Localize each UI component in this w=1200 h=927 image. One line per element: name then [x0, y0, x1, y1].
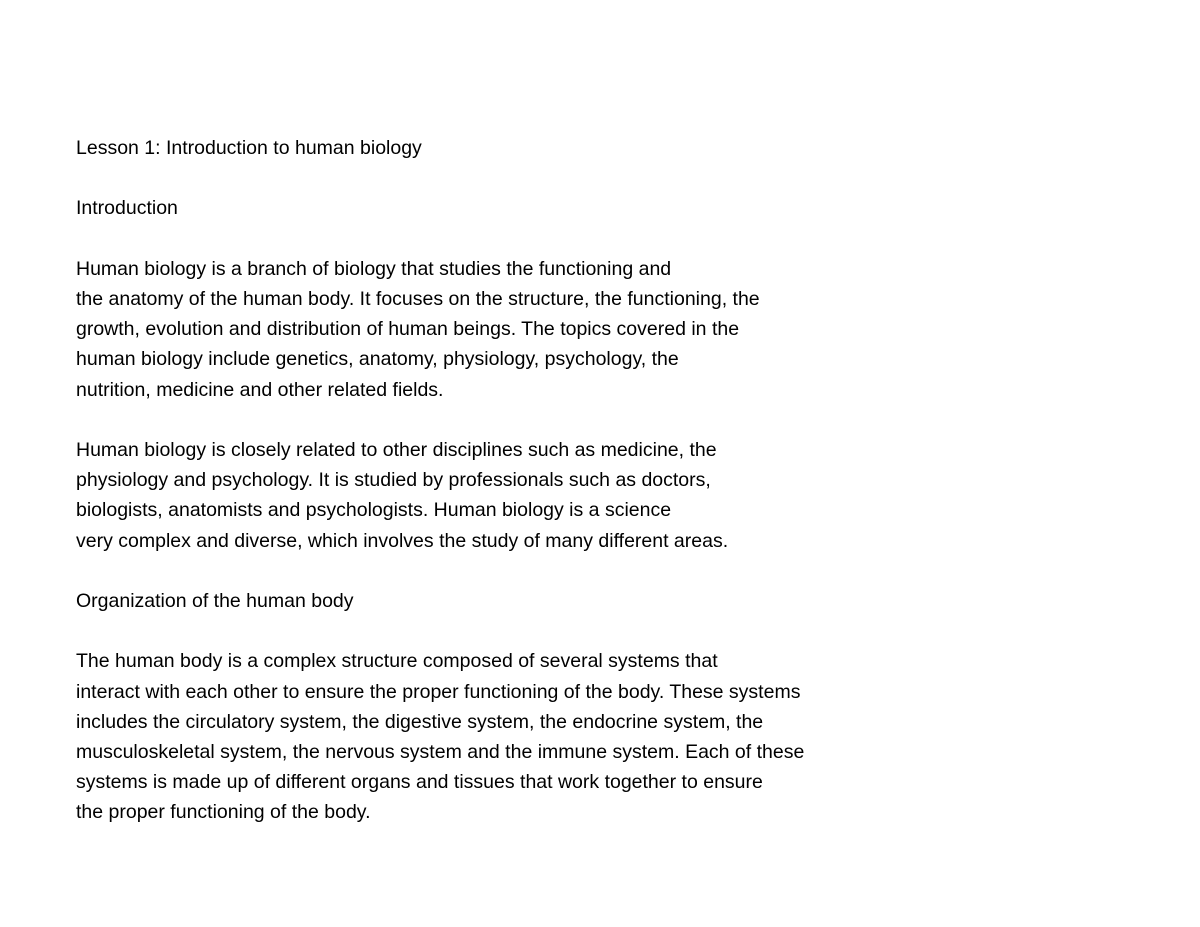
paragraph-line: the anatomy of the human body. It focuses on the structure, the functioning, the [76, 287, 760, 310]
paragraph-line: systems is made up of different organs and tissues that work together to ensure [76, 771, 763, 794]
lesson-title: Lesson 1: Introduction to human biology [76, 137, 422, 159]
paragraph-line: growth, evolution and distribution of human beings. The topics covered in the [76, 318, 740, 341]
paragraph-line: physiology and psychology. It is studied by professionals such as doctors, [76, 469, 711, 492]
paragraph-line: human biology include genetics, anatomy, physiology, psychology, the [76, 348, 679, 371]
paragraph-line: very complex and diverse, which involves the study of many different areas. [76, 529, 729, 552]
paragraph-definition [76, 254, 1076, 405]
section-heading-block [76, 193, 1076, 223]
paragraph-line: the proper functioning of the body. [76, 801, 371, 824]
section-heading-organization: Organization of the human body [76, 589, 354, 612]
paragraph-line: The human body is a complex structure composed of several systems that [76, 650, 718, 673]
section-heading-block [76, 586, 1076, 616]
paragraph-line: Human biology is closely related to other disciplines such as medicine, the [76, 438, 717, 461]
paragraph-line: biologists, anatomists and psychologists. Human biology is a science [76, 499, 672, 522]
paragraph-line: nutrition, medicine and other related fields. [76, 378, 444, 401]
paragraph-line: Human biology is a branch of biology that studies the functioning and [76, 257, 672, 280]
section-heading-introduction: Introduction [76, 197, 178, 220]
lesson-title-block [76, 133, 1076, 163]
paragraph-line: musculoskeletal system, the nervous system and the immune system. Each of these [76, 740, 805, 763]
paragraph-line: includes the circulatory system, the digestive system, the endocrine system, the [76, 710, 764, 733]
paragraph-related-disciplines [76, 435, 1076, 556]
document-body [76, 133, 1076, 828]
paragraph-body-systems [76, 646, 1076, 827]
paragraph-line: interact with each other to ensure the proper functioning of the body. These systems [76, 680, 801, 703]
